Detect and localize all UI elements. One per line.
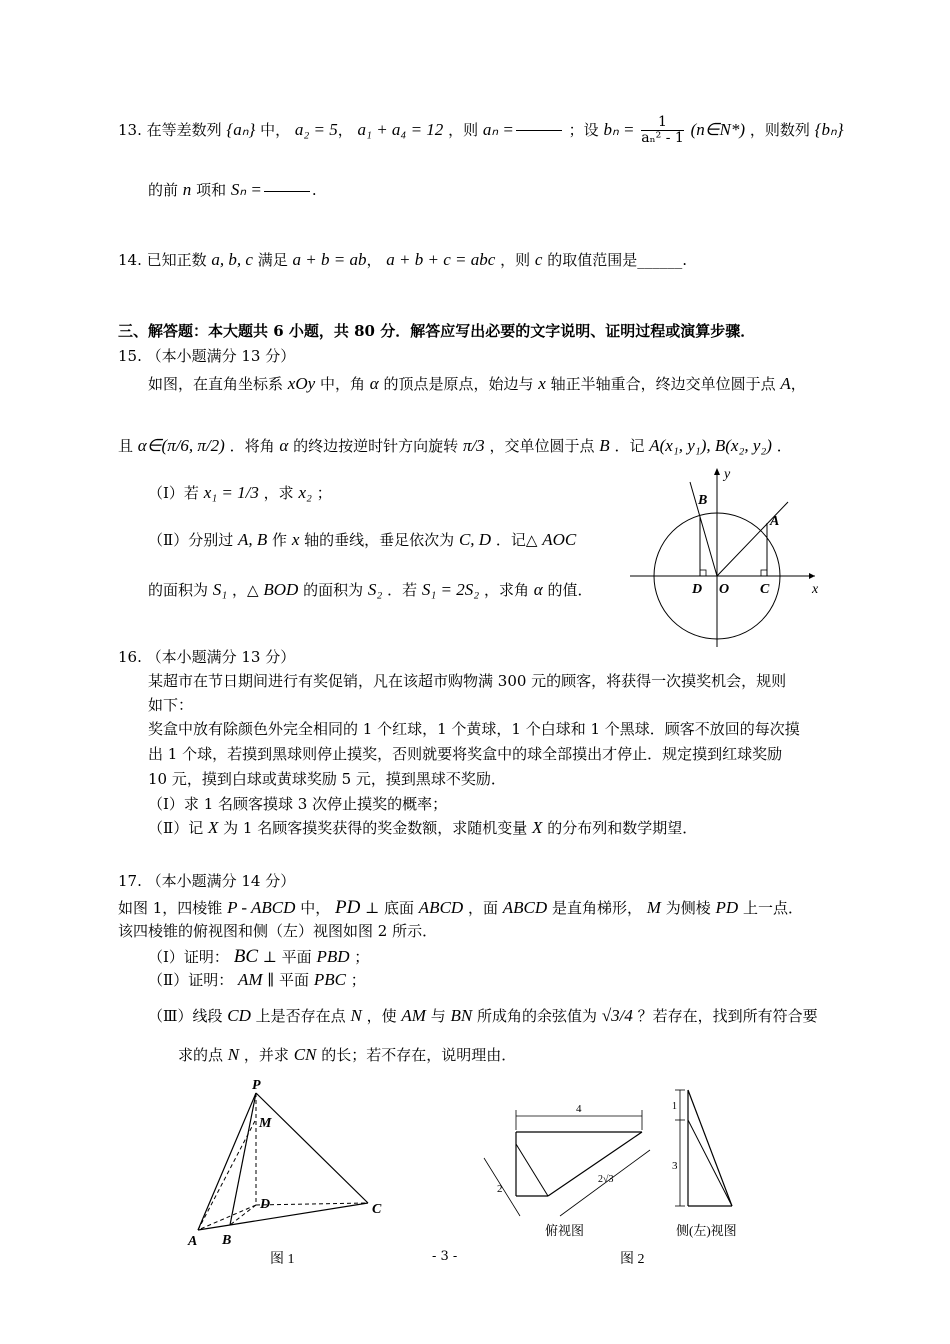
q17-text: 所成角的余弦值为 [477,1007,598,1025]
q17-text: ； [350,971,366,989]
q17-text: （Ⅰ）证明： [148,948,229,966]
seg-pd: PD [335,897,361,918]
q15-text: ，求角 [483,581,529,599]
q13-text: 项和 [196,181,227,199]
base-abcd: ABCD [502,898,548,917]
var-x: x [291,530,300,549]
q17-l1 [118,897,803,920]
q14-text: 14. 已知正数 [118,251,207,269]
bn-fraction [641,115,684,147]
q16-l7 [148,818,697,838]
section-3-heading: 三、解答题：本大题共 6 小题，共 80 分．解答应写出必要的文字说明、证明过程或演算步骤． [118,322,756,340]
q15-text: ，△ [232,581,259,599]
q15-text: （Ⅱ）分别过 [148,531,234,549]
q15-part2 [148,530,576,550]
q13-text: 13. 在等差数列 [118,120,222,139]
q15-text: ．若 [387,581,418,599]
s2: S₂ [367,580,383,599]
q17-head: 17. （本小题满分 14 分） [118,872,296,890]
s1: S₁ [212,580,228,599]
q15-text: ．记△ [495,531,538,549]
q13-line1: 13. 在等差数列 {aₙ} 中， a₂ = 5， a₁ + a₄ = 12 ，则 aₙ = ；设 bₙ = $\frac{1}{\text{aₙ² - 1}}$ (n∈N*) ，则数列 {bₙ} [118,114,844,147]
cond-a2: a₂ = 5 [294,119,338,139]
q15-text: 的顶点是原点，始边与 [383,375,534,393]
q17-text: （Ⅱ）证明： [148,971,234,989]
dim-top-label: 4 [576,1103,582,1115]
three-view-figure [470,1080,760,1270]
q13-text: ，则 [448,120,479,139]
seg-am: AM [237,970,263,989]
q15-text: 作 [272,531,288,549]
q17-text: 与 [430,1007,446,1025]
q17-text: 是直角梯形， [551,899,642,917]
bn-num: 1 [641,115,684,131]
fig2-caption: 图 2 [620,1252,645,1267]
q15-p2 [118,436,792,456]
q17-text: 上一点． [742,899,803,917]
label-c: C [760,582,770,597]
var-x-cap: X [532,818,543,837]
q13-text: 中， [260,120,291,139]
x-axis-arrow [809,573,815,579]
seg-cd: CD [227,1006,251,1025]
q16-l3: 奖盒中放有除颜色外完全相同的 1 个红球，1 个黄球，1 个白球和 1 个黑球．顾客不放回的每次摸 [148,720,800,738]
label-y: y [724,467,731,482]
q17-p1 [148,946,369,969]
tri-bod: BOD [263,580,299,599]
q15-p3 [148,580,592,600]
q13-text: ；设 [568,120,599,139]
label-d: D [692,582,703,597]
q17-text: ； [354,948,370,966]
unit-circle-figure [630,462,830,652]
alpha: α [369,374,379,393]
q15-text: 中，角 [319,375,365,393]
q17-text: 平面 [281,948,312,966]
answer-blank [264,191,310,192]
q16-l5: 10 元，摸到白球或黄球奖励 5 元，摸到黑球不奖励． [148,770,506,788]
cond-a1a4: a₁ + a₄ = 12 [357,119,444,139]
q15-text: 如图，在直角坐标系 [148,375,284,393]
plane-pbd: PBD [316,947,350,966]
var-c: c [534,250,543,269]
seg-bc: BC [233,946,258,967]
point-n: N [350,1006,362,1025]
top-view-caption: 俯视图 [545,1223,585,1238]
label-a: A [188,1234,198,1249]
var-n: n [182,180,192,199]
tri-aoc: AOC [542,530,577,549]
vars-abc: a, b, c [211,250,253,269]
q13-text: ，则数列 [749,120,810,139]
q16-l1: 某超市在节日期间进行有奖促销，凡在该超市购物满 300 元的顾客，将获得一次摸奖机会，规则 [148,672,787,690]
label-a: A [770,514,780,529]
q17-text: 如图 1，四棱锥 [118,899,223,917]
pyramid-figure [180,1075,400,1270]
q15-text: ．记 [614,437,645,455]
q13-line2 [148,180,317,200]
point-b: B [599,436,610,455]
q16-text: 为 1 名顾客摸奖获得的奖金数额，求随机变量 [223,819,528,837]
dim-diag-label: 2√3 [598,1174,614,1185]
y-axis-arrow [714,468,720,475]
q17-p2 [148,970,366,990]
xoy: xOy [287,374,316,393]
slant-edge [548,1132,642,1196]
n-domain: (n∈N*) [690,119,746,139]
q15-text: ．将角 [229,437,275,455]
var-x-cap: X [207,818,219,837]
bn-lhs: bₙ = [603,119,635,139]
q16-l6: （Ⅰ）求 1 名顾客摸球 3 次停止摸奖的概率； [148,795,448,813]
parallel-symbol: ∥ [267,971,275,989]
q15-text: 轴正半轴重合，终边交单位圆于点 [550,375,776,393]
alpha: α [533,580,543,599]
pts-ab: A, B [237,530,268,549]
var-x: x [538,374,546,393]
edge-bc [230,1203,368,1225]
q17-text: 的长；若不存在，说明理由． [321,1046,517,1064]
x2: x₂ [298,483,312,502]
q17-text: 为侧棱 [665,899,711,917]
x1-eq: x₁ = 1/3 [203,483,259,502]
q14-text: 满足 [257,251,288,269]
side-dim-3: 3 [672,1160,678,1172]
base-abcd: ABCD [418,898,464,917]
edge-am [198,1119,256,1230]
alpha-range: α∈(π/6, π/2) [137,436,225,455]
an-expr: aₙ = [482,119,514,139]
q17-p4 [178,1045,516,1065]
q14-line: 14. 已知正数 a, b, c 满足 a + b = ab， a + b + c = abc ，则 c 的取值范围是______. [118,250,687,269]
q15-text: ． [776,437,792,455]
q16-l4: 出 1 个球，若摸到黑球则停止摸奖，否则就要将奖盒中的球全部摸出才停止．规定摸到红球奖励 [148,745,783,763]
q15-part1 [148,483,332,503]
q15-text: 的面积为 [303,581,364,599]
edge-pc [256,1093,368,1203]
q13-text: . [311,181,317,199]
q16-text: 的分布列和数学期望． [547,819,698,837]
side-hyp [688,1090,732,1206]
label-b: B [222,1233,232,1248]
bn-den: aₙ² - 1 [641,130,684,147]
seq-a: {aₙ} [226,119,256,139]
fig1-caption: 图 1 [270,1252,295,1267]
perp-symbol: ⊥ [262,948,277,966]
label-b: B [698,493,708,508]
q17-text: ，使 [366,1007,397,1025]
right-angle-c [761,570,767,576]
side-view-caption: 侧(左)视图 [676,1223,737,1238]
label-d: D [260,1197,271,1212]
alpha: α [279,436,289,455]
q15-p1: 如图，在直角坐标系 xOy 中，角 α 的顶点是原点，始边与 x 轴正半轴重合，终边交单位圆于点 A， [148,374,806,393]
label-p: P [252,1078,261,1093]
coords: A(x₁, y₁), B(x₂, y₂) [649,436,772,455]
pyramid: P - ABCD [227,898,296,917]
rotation: π/3 [462,436,485,455]
edge-pa [198,1093,256,1230]
label-x: x [812,582,819,597]
seg-cn: CN [293,1045,317,1064]
seg-pd: PD [715,898,739,917]
eq1: a + b = ab [292,250,367,269]
edge-dc [256,1203,368,1205]
sn-expr: Sₙ = [230,180,262,199]
q17-p3 [148,1006,818,1026]
label-o: O [719,582,730,597]
inner-edge [516,1144,548,1196]
q15-head: 15. （本小题满分 13 分） [118,347,296,365]
point-n: N [227,1045,240,1064]
q17-text: 底面 [384,899,415,917]
pts-cd: C, D [458,530,492,549]
q15-text: 的面积为 [148,581,209,599]
q17-text: 平面 [279,971,310,989]
q16-head: 16. （本小题满分 13 分） [118,648,296,666]
q15-text: ； [316,484,332,502]
answer-blank [516,130,562,131]
side-dim-1: 1 [672,1101,677,1112]
q13-text: 的前 [148,181,179,199]
eq2: a + b + c = abc [386,250,496,269]
q17-text: 中， [300,899,331,917]
seg-bn: BN [450,1006,473,1025]
cos-value: √3/4 [601,1006,633,1025]
q15-text: 且 [118,437,134,455]
q16-text: （Ⅱ）记 [148,819,204,837]
perp-symbol: ⊥ [365,899,380,917]
q17-text: ，并求 [243,1046,289,1064]
right-angle-d [700,570,706,576]
q16-l2: 如下： [148,696,194,714]
plane-pbc: PBC [313,970,346,989]
s-eq: S₁ = 2S₂ [421,580,480,599]
q15-text: 的值． [547,581,593,599]
edge-pb [230,1093,256,1225]
q17-text: ？若存在，找到所有符合要 [637,1007,818,1025]
page-number: - 3 - [432,1249,458,1264]
q15-text: ，求 [263,484,294,502]
label-c: C [372,1202,382,1217]
dim-left-label: 2 [497,1183,503,1195]
seg-am: AM [401,1006,426,1025]
q17-l2: 该四棱锥的俯视图和侧（左）视图如图 2 所示． [118,922,438,940]
q17-text: ，面 [467,899,498,917]
q17-text: 求的点 [178,1046,224,1064]
q15-text: 的终边按逆时针方向旋转 [293,437,459,455]
point-a: A [780,374,791,393]
q17-text: （Ⅲ）线段 [148,1007,223,1025]
q17-text: 上是否存在点 [255,1007,346,1025]
q15-text: 轴的垂线，垂足依次为 [304,531,455,549]
label-m: M [259,1116,272,1131]
q14-text: 的取值范围是______. [547,251,687,269]
seq-b: {bₙ} [814,119,844,139]
point-m: M [646,898,661,917]
q15-text: （Ⅰ）若 [148,484,199,502]
q14-text: ，则 [500,251,531,269]
q15-text: ，交单位圆于点 [489,437,595,455]
side-inner [688,1120,732,1206]
